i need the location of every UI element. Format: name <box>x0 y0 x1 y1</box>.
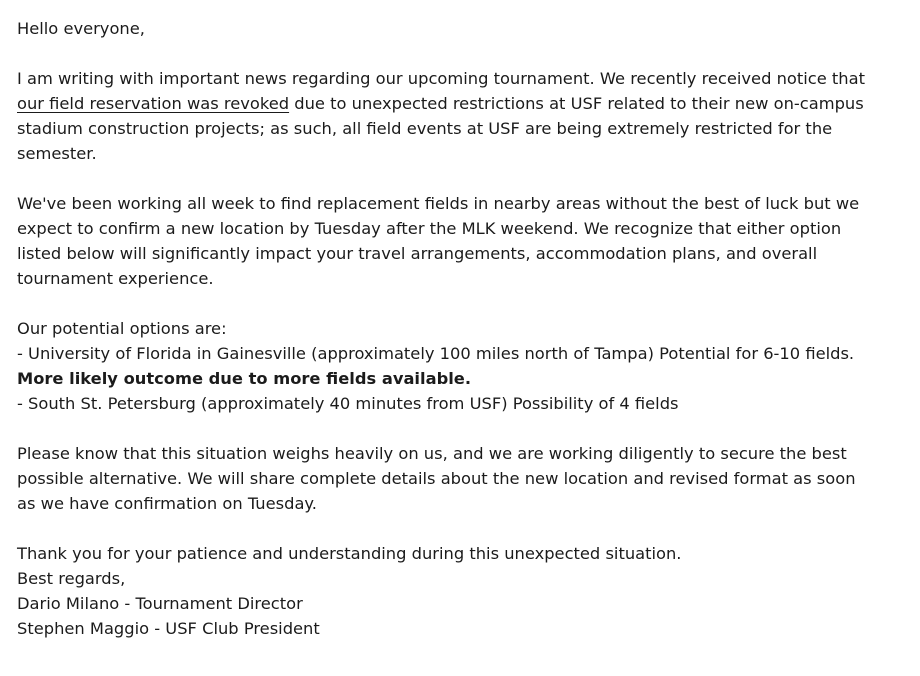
paragraph-line: expect to confirm a new location by Tuesday after the MLK weekend. We recognize that either option <box>17 219 842 238</box>
paragraph-line: possible alternative. We will share complete details about the new location and revised format as soon <box>17 469 856 488</box>
options-intro: Our potential options are: <box>17 319 227 338</box>
greeting: Hello everyone, <box>17 19 145 38</box>
blank-line <box>17 416 907 441</box>
option-gainesville: - University of Florida in Gainesville (approximately 100 miles north of Tampa) Potential for 6-10 fields. <box>17 344 855 363</box>
blank-line <box>17 516 907 541</box>
options-list <box>17 316 907 416</box>
paragraph-line: I am writing with important news regarding our upcoming tournament. We recently received notice that <box>17 69 865 88</box>
blank-line <box>17 166 907 191</box>
paragraph-search <box>17 191 907 291</box>
paragraph-line: as we have confirmation on Tuesday. <box>17 494 317 513</box>
paragraph-assurance <box>17 441 907 516</box>
blank-line <box>17 291 907 316</box>
paragraph-line <box>17 91 907 116</box>
paragraph-line: semester. <box>17 144 97 163</box>
regards-line: Best regards, <box>17 569 126 588</box>
paragraph-line: listed below will significantly impact your travel arrangements, accommodation plans, and overall <box>17 244 818 263</box>
signature-director: Dario Milano - Tournament Director <box>17 594 303 613</box>
thanks-line: Thank you for your patience and understanding during this unexpected situation. <box>17 544 682 563</box>
paragraph-line: tournament experience. <box>17 269 214 288</box>
email-body <box>17 16 907 641</box>
revoked-notice-link[interactable]: our field reservation was revoked <box>17 94 290 113</box>
paragraph-line: Please know that this situation weighs heavily on us, and we are working diligently to secure the best <box>17 444 847 463</box>
paragraph-line: stadium construction projects; as such, all field events at USF are being extremely restricted for the <box>17 119 833 138</box>
closing <box>17 541 907 641</box>
paragraph-text: due to unexpected restrictions at USF related to their new on-campus <box>289 94 864 113</box>
option-gainesville-note: More likely outcome due to more fields available. <box>17 369 472 388</box>
blank-line <box>17 41 907 66</box>
option-st-petersburg: - South St. Petersburg (approximately 40 minutes from USF) Possibility of 4 fields <box>17 394 679 413</box>
paragraph-line: We've been working all week to find replacement fields in nearby areas without the best of luck but we <box>17 194 860 213</box>
signature-president: Stephen Maggio - USF Club President <box>17 619 320 638</box>
paragraph-announcement <box>17 66 907 166</box>
